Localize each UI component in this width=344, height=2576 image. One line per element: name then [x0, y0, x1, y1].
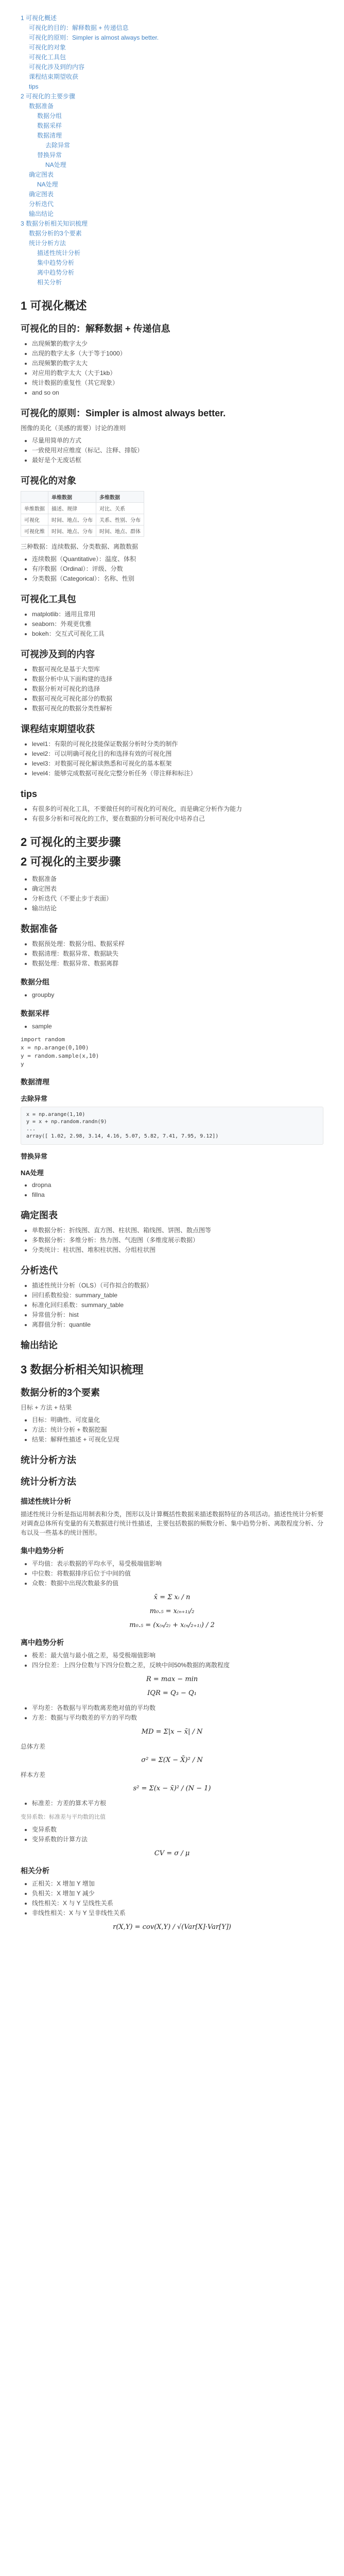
toc-link[interactable]: 数据分析的3个要素: [29, 230, 82, 237]
table-cell: 时间、地点、群体: [96, 526, 144, 537]
list-item: • level3：对数据可视化解读熟悉和可视化的基本框架: [32, 759, 323, 769]
object-heading: 可视化的对象: [21, 476, 76, 486]
table-cell: 描述、规律: [48, 503, 96, 514]
code-line: x = np.arange(0,100): [21, 1044, 89, 1051]
toc-link[interactable]: 输出结论: [29, 210, 54, 217]
formula-var-sample: s² = Σ(x − x̄)² / (N − 1): [133, 1785, 211, 1792]
list-item: • 标准化回归系数：summary_table: [32, 1300, 323, 1310]
central-heading: 集中趋势分析: [21, 1547, 64, 1555]
section-2-title-b: 2 可视化的主要步骤: [21, 855, 121, 868]
formula-median-even: m₀.₅ = (x₍ₙ/₂₎ + x₍ₙ/₂₊₁₎) / 2: [129, 1621, 215, 1629]
section-2-title-a: 2 可视化的主要步骤: [21, 836, 121, 849]
toc-link[interactable]: 去除异常: [45, 142, 71, 149]
list-item: • 一致使用对应维度（标记、注释、排版）: [32, 446, 323, 455]
toc-link[interactable]: 可视化的原则：Simpler is almost always better.: [29, 34, 159, 41]
list-item: • 负相关：X 增加 Y 减少: [32, 1889, 323, 1899]
list-item: • 数据分析中从下面构建的选择: [32, 674, 323, 684]
list-item: • 非线性相关：X 与 Y 呈非线性关系: [32, 1908, 323, 1918]
iter-heading: 分析迭代: [21, 1265, 58, 1276]
disp-heading: 离中趋势分析: [21, 1638, 64, 1647]
content-heading: 可视涉及到的内容: [21, 649, 95, 659]
list-item: • 分类数据（Categorical）：名称、性别: [32, 574, 323, 584]
table-cell: 单维数据: [21, 503, 48, 514]
sample-var-label: 样本方差: [21, 1771, 46, 1778]
toc-link[interactable]: 确定图表: [29, 171, 54, 178]
list-item: • dropna: [32, 1180, 323, 1190]
formula-corr: r(X,Y) = cov(X,Y) / √(Var[X]·Var[Y]): [113, 1923, 231, 1931]
formula-median-odd: m₀.₅ = x₍ₙ₊₁₎/₂: [149, 1607, 195, 1615]
prep-list: [21, 939, 323, 969]
toc-link[interactable]: 确定图表: [29, 191, 54, 198]
list-item: • 数据可视化可视化部分的数据: [32, 694, 323, 704]
list-item: • 结果：解释性描述 + 可视化呈现: [32, 1435, 323, 1445]
expect-heading: 课程结束期望收获: [21, 724, 95, 734]
code-line: array([ 1.02, 2.98, 3.14, 4.16, 5.07, 5.82, 7.41, 7.95, 9.12]): [26, 1133, 219, 1139]
central-list: [21, 1559, 323, 1588]
tips-heading: tips: [21, 789, 38, 799]
toc-link[interactable]: tips: [29, 83, 39, 90]
list-item: • 变异系数: [32, 1825, 323, 1835]
list-item: • 有序数据（Ordinal）：评级、分数: [32, 564, 323, 574]
purpose-heading: 可视化的目的：解释数据 + 传递信息: [21, 324, 170, 334]
list-item: • 分类统计：柱状图、堆积柱状图、分组柱状图: [32, 1245, 323, 1255]
table-row: [21, 526, 144, 537]
code-line: import random: [21, 1036, 65, 1043]
list-item: • 数据分析对可视化的选择: [32, 684, 323, 694]
toc-link[interactable]: 课程结束期望收获: [29, 73, 79, 80]
replace-heading: 替换异常: [21, 1153, 48, 1160]
list-item: • 确定图表: [32, 884, 323, 894]
list-item: • 描述性统计分析（OLS）（可作拟合的数据）: [32, 1281, 323, 1291]
table-row: [21, 514, 144, 526]
list-item: • 输出结论: [32, 904, 323, 913]
remove-heading: 去除异常: [21, 1095, 48, 1103]
list-item: • 平均差：各数据与平均数离差绝对值的平均数: [32, 1703, 323, 1713]
purpose-list: [21, 339, 323, 398]
toc-link[interactable]: 2 可视化的主要步骤: [21, 93, 76, 100]
three-list: [21, 1415, 323, 1445]
group-list: [21, 990, 323, 1000]
section-1-title: 1 可视化概述: [21, 299, 87, 312]
code-line: x = np.arange(1,10): [26, 1112, 85, 1117]
desc-heading: 描述性统计分析: [21, 1497, 71, 1505]
principle-heading: 可视化的原则：Simpler is almost always better.: [21, 408, 226, 418]
tools-list: [21, 609, 323, 639]
list-item: • 数据处理：数据异常、数据离群: [32, 959, 323, 969]
list-item: • 连续数据（Quantitative）：温度、体积: [32, 554, 323, 564]
sample-list: [21, 1022, 323, 1031]
list-item: • 出现的数字太多（大于等于1000）: [32, 349, 323, 359]
table-cell: 时间、地点、分布: [48, 514, 96, 526]
list-item: • and so on: [32, 388, 323, 398]
formula-range: R = max − min: [146, 1675, 198, 1683]
list-item: • 中位数：将数据排序后位于中间的值: [32, 1569, 323, 1579]
tips-list: [21, 804, 323, 824]
types-list: [21, 554, 323, 584]
types-intro: 三种数据：连续数据、分类数据、离散数据: [21, 543, 139, 550]
list-item: • 离群值分析：quantile: [32, 1320, 323, 1330]
list-item: • 正相关：X 增加 Y 增加: [32, 1879, 323, 1889]
corr-list: [21, 1879, 323, 1918]
list-item: • 极差：最大值与最小值之差，易受极端值影响: [32, 1651, 323, 1660]
mad-list: [21, 1703, 323, 1723]
three-intro: 目标 + 方法 + 结果: [21, 1404, 72, 1411]
toc-link[interactable]: 描述性统计分析: [37, 249, 81, 257]
steps-list: [21, 874, 323, 913]
formula-mean: x̄ = Σ xᵢ / n: [153, 1594, 191, 1601]
table-header-cell: 多维数据: [96, 492, 144, 503]
list-item: • 方法：统计分析 + 数据挖掘: [32, 1425, 323, 1435]
toc-link[interactable]: 分析迭代: [29, 200, 54, 208]
principle-intro: 图像的美化（美感的需要）讨论的准则: [21, 425, 126, 432]
table-row: [21, 503, 144, 514]
cv-intro: 变异系数：标准差与平均数的比值: [21, 1814, 106, 1820]
chart-heading: 确定图表: [21, 1210, 58, 1221]
group-heading: 数据分组: [21, 978, 49, 986]
toc-link[interactable]: 数据清理: [37, 132, 62, 139]
list-item: • seaborn：外观更优雅: [32, 619, 323, 629]
formula-var-pop: σ² = Σ(X − X̄)² / N: [141, 1756, 203, 1764]
toc-link[interactable]: 可视化工具包: [29, 54, 66, 61]
list-item: • 异常值分析：hist: [32, 1310, 323, 1320]
code-sample: [21, 1036, 323, 1069]
object-table: [21, 491, 144, 537]
content-list: [21, 665, 323, 714]
corr-heading: 相关分析: [21, 1867, 49, 1875]
table-cell: 对比、关系: [96, 503, 144, 514]
list-item: • groupby: [32, 990, 323, 1000]
disp-list: [21, 1651, 323, 1670]
toc-link[interactable]: 数据分组: [37, 112, 62, 120]
list-item: • fillna: [32, 1190, 323, 1200]
cv-list: [21, 1825, 323, 1844]
toc-link[interactable]: NA处理: [45, 161, 66, 168]
list-item: • matplotlib：通用且常用: [32, 609, 323, 619]
list-item: • 方差：数据与平均数差的平方的平均数: [32, 1713, 323, 1723]
toc-link[interactable]: NA处理: [37, 181, 58, 188]
list-item: • 有很多分析和可视化的工作，要在数据的分析可视化中培养自己: [32, 814, 323, 824]
list-item: • 变异系数的计算方法: [32, 1835, 323, 1844]
list-item: • 最好是个无废话框: [32, 455, 323, 465]
list-item: • 数据清理：数据异常、数据缺失: [32, 949, 323, 959]
na-heading: NA处理: [21, 1169, 44, 1177]
output-heading: 输出结论: [21, 1340, 58, 1350]
three-heading: 数据分析的3个要素: [21, 1387, 100, 1398]
prep-heading: 数据准备: [21, 924, 58, 934]
table-cell: 可视化维: [21, 526, 48, 537]
list-item: • level4：能够完成数据可视化完整分析任务（带注释和标注）: [32, 769, 323, 778]
iter-list: [21, 1281, 323, 1330]
list-item: • 单数据分析：折线图、直方图、柱状图、箱线图、饼图、散点图等: [32, 1226, 323, 1235]
list-item: • 对应用的数字太大（大于1kb）: [32, 368, 323, 378]
table-header-cell: [21, 492, 48, 503]
expect-list: [21, 739, 323, 778]
list-item: • 数据可视化是基于大型库: [32, 665, 323, 674]
table-header-cell: 单维数据: [48, 492, 96, 503]
toc-link[interactable]: 相关分析: [37, 279, 62, 286]
table-cell: 关系、性别、分布: [96, 514, 144, 526]
code-line: y = random.sample(x,10): [21, 1053, 99, 1059]
table-cell: 时间、地点、分布: [48, 526, 96, 537]
code-line: y: [21, 1061, 24, 1067]
std-list: [21, 1799, 323, 1808]
list-item: • 回归系数检验：summary_table: [32, 1291, 323, 1300]
principle-list: [21, 436, 323, 465]
toc-link[interactable]: 集中趋势分析: [37, 259, 75, 266]
table-of-contents: [21, 13, 323, 287]
table-cell: 可视化: [21, 514, 48, 526]
list-item: • 分析迭代（不要止步于表面）: [32, 894, 323, 904]
toc-link[interactable]: 可视化的对象: [29, 44, 66, 51]
list-item: • 出现频繁的数字太大: [32, 359, 323, 368]
list-item: • 标准差：方差的算术平方根: [32, 1799, 323, 1808]
toc-link[interactable]: 可视化涉及到的内容: [29, 63, 85, 71]
list-item: • 数据预处理：数据分组、数据采样: [32, 939, 323, 949]
toc-link[interactable]: 3 数据分析相关知识梳理: [21, 220, 88, 227]
list-item: • bokeh：交互式可视化工具: [32, 629, 323, 639]
list-item: • 统计数据的重复性（其它现象）: [32, 378, 323, 388]
stat-heading-b: 统计分析方法: [21, 1477, 76, 1487]
formula-cv: CV = σ / μ: [154, 1850, 190, 1857]
code-line: ...: [26, 1126, 36, 1132]
toc-link[interactable]: 数据采样: [37, 122, 62, 129]
toc-link[interactable]: 可视化的目的：解释数据 + 传递信息: [29, 24, 129, 31]
toc-link[interactable]: 离中趋势分析: [37, 269, 75, 276]
code-line: y = x + np.random.randn(9): [26, 1119, 107, 1125]
list-item: • sample: [32, 1022, 323, 1031]
toc-link[interactable]: 数据准备: [29, 103, 54, 110]
toc-link[interactable]: 统计分析方法: [29, 240, 66, 247]
list-item: • 有很多的可视化工具，不要做任何的可视化的可视化，而是确定分析作为能力: [32, 804, 323, 814]
section-3-title: 3 数据分析相关知识梳理: [21, 1363, 144, 1376]
na-list: [21, 1180, 323, 1200]
list-item: • 尽量用简单的方式: [32, 436, 323, 446]
list-item: • 多数据分析：多维分析：热力图、气泡图（多维度展示数据）: [32, 1235, 323, 1245]
var-label: 总体方差: [21, 1743, 46, 1750]
tools-heading: 可视化工具包: [21, 594, 76, 604]
code-block: [21, 1107, 323, 1145]
list-item: • 目标：明确性、可度量化: [32, 1415, 323, 1425]
desc-text: 描述性统计分析是指运用制表和分类，图形以及计算概括性数据来描述数据特征的各项活动。描述性统计分析要对调查总体所有变量的有关数据进行统计性描述，主要包括数据的频数分析、集中趋势分析、离散程度分析、分布以及一些基本的统计图形。: [21, 1511, 324, 1536]
list-item: • 数据可视化的数据分类性解析: [32, 704, 323, 714]
list-item: • 众数：数据中出现次数最多的值: [32, 1579, 323, 1588]
formula-iqr: IQR = Q₃ − Q₁: [147, 1689, 197, 1697]
chart-list: [21, 1226, 323, 1255]
list-item: • 线性相关：X 与 Y 呈线性关系: [32, 1899, 323, 1908]
list-item: • level2：可以明确可视化目的和选择有效的可视化图: [32, 749, 323, 759]
toc-link[interactable]: 替换异常: [37, 151, 62, 159]
clean-heading: 数据清理: [21, 1078, 49, 1086]
list-item: • 数据准备: [32, 874, 323, 884]
list-item: • 四分位差：上四分位数与下四分位数之差，反映中间50%数据的离散程度: [32, 1660, 323, 1670]
sample-heading: 数据采样: [21, 1009, 49, 1018]
list-item: • 出现频繁的数字太少: [32, 339, 323, 349]
list-item: • level1：有限的可视化技能保证数据分析时分类的制作: [32, 739, 323, 749]
formula-mad: MD = Σ|x − x̄| / N: [141, 1728, 203, 1736]
list-item: • 平均值：表示数据的平均水平，易受极端值影响: [32, 1559, 323, 1569]
toc-link[interactable]: 1 可视化概述: [21, 14, 57, 22]
stat-heading-a: 统计分析方法: [21, 1455, 76, 1465]
